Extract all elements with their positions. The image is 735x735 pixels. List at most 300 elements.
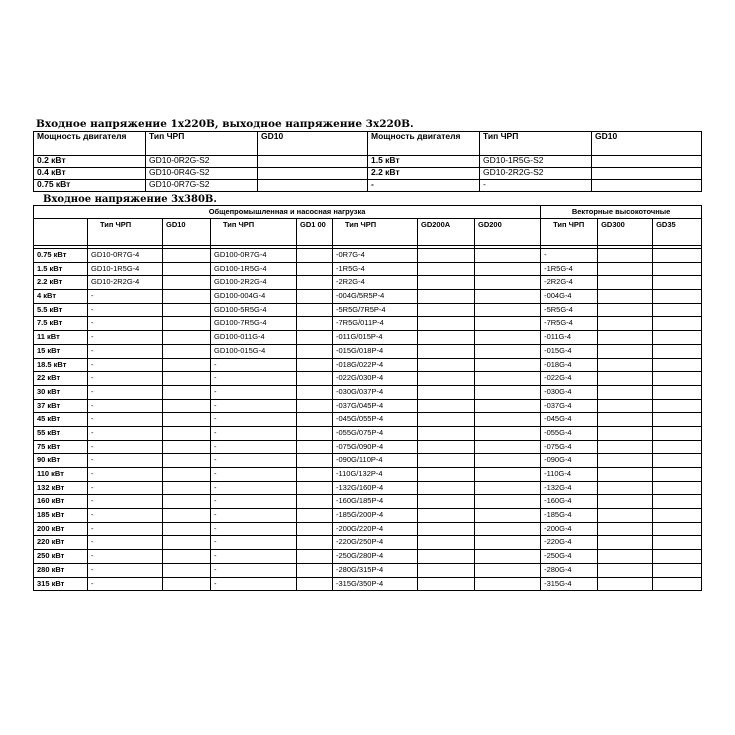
gd10-cell [163, 481, 211, 495]
power-cell: 132 кВт [34, 481, 88, 495]
table-row [34, 372, 702, 386]
vfd-type-cell: -132G/160P-4 [333, 481, 418, 495]
gd200-cell [475, 550, 541, 564]
vfd-type-cell: - [211, 509, 297, 523]
vfd-type-cell: -7R5G/011P-4 [333, 317, 418, 331]
vfd-type-cell: GD10-0R2G-S2 [146, 156, 258, 168]
table-row [34, 399, 702, 413]
vfd-type-cell: - [211, 413, 297, 427]
vfd-type-cell: - [211, 522, 297, 536]
vfd-type-cell: -5R5G/7R5P-4 [333, 303, 418, 317]
gd100-cell [297, 344, 333, 358]
gd200a-cell [418, 358, 475, 372]
vfd-type-cell: -200G-4 [541, 522, 598, 536]
table-row [34, 522, 702, 536]
gd10-cell [163, 522, 211, 536]
vfd-type-cell: -160G-4 [541, 495, 598, 509]
gd300-cell [598, 399, 653, 413]
vfd-type-cell: - [88, 358, 163, 372]
vfd-type-cell: - [88, 509, 163, 523]
gd200a-cell [418, 331, 475, 345]
vfd-type-cell: - [211, 399, 297, 413]
gd300-cell [598, 249, 653, 263]
gd10-cell [163, 303, 211, 317]
table-row [34, 180, 702, 192]
table-380v [33, 205, 702, 591]
gd200a-cell [418, 344, 475, 358]
vfd-type-cell: -132G-4 [541, 481, 598, 495]
vfd-type-cell: GD100-1R5G-4 [211, 262, 297, 276]
gd200-cell [475, 563, 541, 577]
vfd-type-cell: GD10-1R5G-4 [88, 262, 163, 276]
gd100-cell [297, 577, 333, 591]
gd200a-cell [418, 495, 475, 509]
group-header-vector: Векторные высокоточные [541, 206, 702, 219]
table-row [34, 262, 702, 276]
gd200a-cell [418, 372, 475, 386]
column-header: GD35 [653, 219, 702, 246]
gd200-cell [475, 290, 541, 304]
gd35-cell [653, 550, 702, 564]
vfd-type-cell: - [88, 550, 163, 564]
gd200-cell [475, 495, 541, 509]
table-row [34, 577, 702, 591]
vfd-type-cell: -055G-4 [541, 426, 598, 440]
table-row [34, 468, 702, 482]
gd35-cell [653, 290, 702, 304]
vfd-type-cell: -075G/090P-4 [333, 440, 418, 454]
gd35-cell [653, 262, 702, 276]
gd200-cell [475, 440, 541, 454]
gd300-cell [598, 385, 653, 399]
power-cell: 45 кВт [34, 413, 88, 427]
vfd-type-cell: -004G/5R5P-4 [333, 290, 418, 304]
gd200-cell [475, 358, 541, 372]
power-cell: 55 кВт [34, 426, 88, 440]
vfd-type-cell: -250G/280P-4 [333, 550, 418, 564]
gd35-cell [653, 303, 702, 317]
gd200a-cell [418, 454, 475, 468]
vfd-type-cell: -075G-4 [541, 440, 598, 454]
power-cell: 220 кВт [34, 536, 88, 550]
vfd-type-cell: -220G/250P-4 [333, 536, 418, 550]
gd200-cell [475, 372, 541, 386]
gd10-cell [163, 276, 211, 290]
power-cell: 15 кВт [34, 344, 88, 358]
gd100-cell [297, 262, 333, 276]
gd300-cell [598, 331, 653, 345]
vfd-type-cell: - [211, 563, 297, 577]
vfd-type-cell: -220G-4 [541, 536, 598, 550]
gd200-cell [475, 262, 541, 276]
power-cell: 110 кВт [34, 468, 88, 482]
gd100-cell [297, 563, 333, 577]
gd200a-cell [418, 290, 475, 304]
power-cell: 200 кВт [34, 522, 88, 536]
gd200a-cell [418, 317, 475, 331]
vfd-type-cell: GD100-004G-4 [211, 290, 297, 304]
gd100-cell [297, 317, 333, 331]
gd35-cell [653, 536, 702, 550]
gd10-cell [163, 372, 211, 386]
table-row [34, 413, 702, 427]
power-cell: 18.5 кВт [34, 358, 88, 372]
power-cell: 1.5 кВт [368, 156, 480, 168]
vfd-type-cell: -7R5G-4 [541, 317, 598, 331]
gd200-cell [475, 426, 541, 440]
table-row [34, 303, 702, 317]
vfd-type-cell: - [211, 426, 297, 440]
gd100-cell [297, 440, 333, 454]
vfd-type-cell: GD10-0R7G-S2 [146, 180, 258, 192]
gd300-cell [598, 372, 653, 386]
table-row [34, 156, 702, 168]
vfd-type-cell: -018G/022P-4 [333, 358, 418, 372]
vfd-type-cell: -250G-4 [541, 550, 598, 564]
vfd-type-cell: -022G/030P-4 [333, 372, 418, 386]
vfd-type-cell: -030G-4 [541, 385, 598, 399]
vfd-type-cell: -200G/220P-4 [333, 522, 418, 536]
gd10-cell [163, 399, 211, 413]
table-row [34, 454, 702, 468]
vfd-type-cell: GD10-0R4G-S2 [146, 168, 258, 180]
vfd-type-cell: - [88, 440, 163, 454]
gd200-cell [475, 303, 541, 317]
gd10-cell [163, 536, 211, 550]
gd10-cell [163, 509, 211, 523]
power-cell: 30 кВт [34, 385, 88, 399]
gd200-cell [475, 399, 541, 413]
power-cell: 0.4 кВт [34, 168, 146, 180]
gd200-cell [475, 249, 541, 263]
vfd-type-cell: - [541, 249, 598, 263]
vfd-type-cell: - [88, 536, 163, 550]
gd100-cell [297, 481, 333, 495]
vfd-type-cell: - [88, 426, 163, 440]
vfd-type-cell: GD100-5R5G-4 [211, 303, 297, 317]
column-header: Мощность двигателя [34, 132, 146, 156]
table-row [34, 317, 702, 331]
gd35-cell [653, 372, 702, 386]
vfd-type-cell: - [88, 563, 163, 577]
column-header: GD1 00 [297, 219, 333, 246]
gd10-cell [163, 262, 211, 276]
gd10-cell [163, 290, 211, 304]
vfd-type-cell: -030G/037P-4 [333, 385, 418, 399]
vfd-type-cell: GD100-011G-4 [211, 331, 297, 345]
gd100-cell [297, 303, 333, 317]
vfd-type-cell: - [211, 468, 297, 482]
series-cell [592, 180, 702, 192]
gd200a-cell [418, 262, 475, 276]
gd10-cell [163, 440, 211, 454]
gd200-cell [475, 413, 541, 427]
vfd-type-cell: - [88, 303, 163, 317]
vfd-type-cell: - [211, 577, 297, 591]
gd200-cell [475, 331, 541, 345]
gd200a-cell [418, 522, 475, 536]
vfd-type-cell: -037G/045P-4 [333, 399, 418, 413]
gd35-cell [653, 317, 702, 331]
gd10-cell [163, 344, 211, 358]
gd35-cell [653, 426, 702, 440]
gd200a-cell [418, 509, 475, 523]
gd200-cell [475, 536, 541, 550]
gd10-cell [163, 495, 211, 509]
table-row [34, 563, 702, 577]
gd200-cell [475, 522, 541, 536]
vfd-type-cell: -037G-4 [541, 399, 598, 413]
gd35-cell [653, 331, 702, 345]
table-row [34, 426, 702, 440]
table-220v [33, 131, 702, 192]
power-cell: 5.5 кВт [34, 303, 88, 317]
gd35-cell [653, 344, 702, 358]
gd10-cell [163, 413, 211, 427]
gd200-cell [475, 509, 541, 523]
column-header [34, 219, 88, 246]
gd100-cell [297, 331, 333, 345]
power-cell: - [368, 180, 480, 192]
gd200a-cell [418, 385, 475, 399]
power-cell: 315 кВт [34, 577, 88, 591]
vfd-type-cell: - [88, 495, 163, 509]
gd10-cell [163, 577, 211, 591]
column-header: GD10 [592, 132, 702, 156]
gd200a-cell [418, 426, 475, 440]
gd200-cell [475, 468, 541, 482]
vfd-type-cell: - [88, 317, 163, 331]
column-header: GD10 [258, 132, 368, 156]
series-cell [592, 156, 702, 168]
gd100-cell [297, 276, 333, 290]
vfd-type-cell: - [211, 358, 297, 372]
vfd-type-cell: -5R5G-4 [541, 303, 598, 317]
column-header: Тип ЧРП [211, 219, 297, 246]
gd35-cell [653, 413, 702, 427]
column-header: GD200A [418, 219, 475, 246]
gd10-cell [163, 550, 211, 564]
power-cell: 1.5 кВт [34, 262, 88, 276]
table-row [34, 276, 702, 290]
table-row [34, 481, 702, 495]
gd200-cell [475, 577, 541, 591]
gd200a-cell [418, 550, 475, 564]
gd300-cell [598, 303, 653, 317]
power-cell: 11 кВт [34, 331, 88, 345]
table-row [34, 550, 702, 564]
vfd-type-cell: - [211, 481, 297, 495]
vfd-type-cell: GD10-0R7G-4 [88, 249, 163, 263]
table-row [34, 331, 702, 345]
gd10-cell [163, 331, 211, 345]
vfd-type-cell: - [88, 481, 163, 495]
power-cell: 0.75 кВт [34, 180, 146, 192]
power-cell: 280 кВт [34, 563, 88, 577]
gd200a-cell [418, 468, 475, 482]
gd300-cell [598, 550, 653, 564]
column-header: Тип ЧРП [480, 132, 592, 156]
gd100-cell [297, 372, 333, 386]
power-cell: 250 кВт [34, 550, 88, 564]
vfd-type-cell: - [88, 522, 163, 536]
vfd-type-cell: -2R2G-4 [333, 276, 418, 290]
group-header-general: Общепромышленная и насосная нагрузка [34, 206, 541, 219]
gd100-cell [297, 249, 333, 263]
document-page [33, 114, 701, 591]
vfd-type-cell: GD100-7R5G-4 [211, 317, 297, 331]
gd200a-cell [418, 481, 475, 495]
gd200-cell [475, 344, 541, 358]
vfd-type-cell: -015G-4 [541, 344, 598, 358]
gd35-cell [653, 276, 702, 290]
table-row [34, 344, 702, 358]
vfd-type-cell: -1R5G-4 [333, 262, 418, 276]
column-header: Тип ЧРП [146, 132, 258, 156]
power-cell: 37 кВт [34, 399, 88, 413]
gd10-cell [163, 468, 211, 482]
gd100-cell [297, 495, 333, 509]
power-cell: 160 кВт [34, 495, 88, 509]
column-header: Тип ЧРП [333, 219, 418, 246]
gd35-cell [653, 385, 702, 399]
series-cell [258, 168, 368, 180]
vfd-type-cell: - [88, 577, 163, 591]
gd200a-cell [418, 276, 475, 290]
vfd-type-cell: - [211, 550, 297, 564]
gd35-cell [653, 399, 702, 413]
group-header-row [34, 206, 702, 219]
column-header: Мощность двигателя [368, 132, 480, 156]
gd300-cell [598, 522, 653, 536]
vfd-type-cell: GD100-2R2G-4 [211, 276, 297, 290]
gd35-cell [653, 509, 702, 523]
gd100-cell [297, 358, 333, 372]
column-header: Тип ЧРП [541, 219, 598, 246]
vfd-type-cell: -0R7G-4 [333, 249, 418, 263]
vfd-type-cell: GD10-1R5G-S2 [480, 156, 592, 168]
vfd-type-cell: -160G/185P-4 [333, 495, 418, 509]
gd100-cell [297, 550, 333, 564]
gd300-cell [598, 276, 653, 290]
vfd-type-cell: -045G-4 [541, 413, 598, 427]
vfd-type-cell: - [88, 331, 163, 345]
gd100-cell [297, 536, 333, 550]
vfd-type-cell: -055G/075P-4 [333, 426, 418, 440]
power-cell: 75 кВт [34, 440, 88, 454]
table-row [34, 509, 702, 523]
column-header: GD300 [598, 219, 653, 246]
gd35-cell [653, 495, 702, 509]
gd200-cell [475, 454, 541, 468]
column-header: GD10 [163, 219, 211, 246]
gd300-cell [598, 481, 653, 495]
vfd-type-cell: GD10-2R2G-4 [88, 276, 163, 290]
gd35-cell [653, 563, 702, 577]
vfd-type-cell: - [88, 413, 163, 427]
vfd-type-cell: - [88, 468, 163, 482]
gd300-cell [598, 262, 653, 276]
power-cell: 90 кВт [34, 454, 88, 468]
gd200a-cell [418, 577, 475, 591]
vfd-type-cell: GD100-0R7G-4 [211, 249, 297, 263]
gd300-cell [598, 509, 653, 523]
gd10-cell [163, 426, 211, 440]
power-cell: 7.5 кВт [34, 317, 88, 331]
gd10-cell [163, 249, 211, 263]
vfd-type-cell: -280G-4 [541, 563, 598, 577]
power-cell: 185 кВт [34, 509, 88, 523]
series-cell [258, 180, 368, 192]
gd200-cell [475, 317, 541, 331]
column-header: GD200 [475, 219, 541, 246]
vfd-type-cell: -045G/055P-4 [333, 413, 418, 427]
gd300-cell [598, 563, 653, 577]
power-cell: 22 кВт [34, 372, 88, 386]
vfd-type-cell: - [480, 180, 592, 192]
gd35-cell [653, 522, 702, 536]
vfd-type-cell: -280G/315P-4 [333, 563, 418, 577]
vfd-type-cell: - [88, 372, 163, 386]
table-row [34, 440, 702, 454]
table-row [34, 290, 702, 304]
gd35-cell [653, 249, 702, 263]
table-header-row [34, 219, 702, 246]
gd300-cell [598, 317, 653, 331]
vfd-type-cell: - [211, 440, 297, 454]
gd300-cell [598, 468, 653, 482]
gd35-cell [653, 358, 702, 372]
gd200a-cell [418, 413, 475, 427]
gd100-cell [297, 399, 333, 413]
vfd-type-cell: - [88, 344, 163, 358]
vfd-type-cell: -185G/200P-4 [333, 509, 418, 523]
gd300-cell [598, 426, 653, 440]
gd200-cell [475, 481, 541, 495]
power-cell: 0.2 кВт [34, 156, 146, 168]
gd300-cell [598, 536, 653, 550]
gd10-cell [163, 358, 211, 372]
gd200a-cell [418, 249, 475, 263]
power-cell: 4 кВт [34, 290, 88, 304]
gd35-cell [653, 577, 702, 591]
vfd-type-cell: -011G/015P-4 [333, 331, 418, 345]
vfd-type-cell: - [88, 385, 163, 399]
power-cell: 0.75 кВт [34, 249, 88, 263]
power-cell: 2.2 кВт [368, 168, 480, 180]
vfd-type-cell: -315G-4 [541, 577, 598, 591]
gd300-cell [598, 454, 653, 468]
gd35-cell [653, 468, 702, 482]
column-header: Тип ЧРП [88, 219, 163, 246]
section1-title: Входное напряжение 1х220В, выходное напряжение 3х220В. [36, 118, 414, 130]
gd10-cell [163, 317, 211, 331]
gd200a-cell [418, 536, 475, 550]
vfd-type-cell: - [88, 290, 163, 304]
vfd-type-cell: -090G-4 [541, 454, 598, 468]
gd200-cell [475, 276, 541, 290]
gd200a-cell [418, 563, 475, 577]
table-header-row [34, 132, 702, 156]
gd200a-cell [418, 399, 475, 413]
vfd-type-cell: GD100-015G-4 [211, 344, 297, 358]
gd10-cell [163, 563, 211, 577]
vfd-type-cell: -015G/018P-4 [333, 344, 418, 358]
table-row [34, 385, 702, 399]
vfd-type-cell: - [88, 399, 163, 413]
series-cell [592, 168, 702, 180]
vfd-type-cell: -185G-4 [541, 509, 598, 523]
